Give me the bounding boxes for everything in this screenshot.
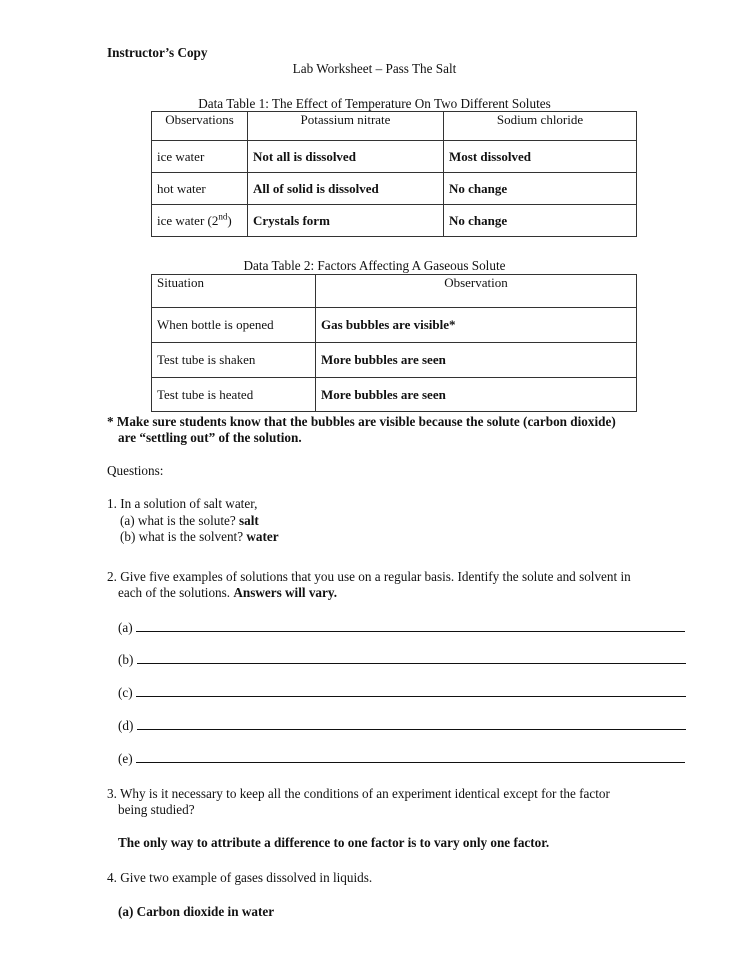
label-superscript: nd [218, 211, 228, 222]
q2-answer: Answers will vary. [233, 585, 338, 600]
q1-b-text: (b) what is the solvent? [120, 529, 244, 544]
answer-blank-row [118, 619, 685, 636]
instructor-copy-label: Instructor’s Copy [107, 45, 208, 60]
blank-label: (b) [118, 652, 134, 667]
table1-label-cell: ice water [152, 141, 248, 173]
table2-observation-cell: More bubbles are seen [316, 343, 637, 378]
table2-situation-cell: When bottle is opened [152, 308, 316, 343]
q2-line-1: 2. Give five examples of solutions that you use on a regular basis. Identify the solute and solvent in [107, 569, 631, 584]
table1-header-row [152, 112, 637, 141]
table-row [152, 343, 637, 378]
q2-line-2 [118, 585, 337, 601]
answer-blank-line[interactable] [136, 750, 685, 763]
q1-b-answer: water [246, 529, 279, 544]
q3-line-2: being studied? [118, 802, 195, 817]
table1-nacl-cell: No change [444, 205, 637, 237]
label-text: ice water (2 [157, 212, 219, 228]
table1-nacl-cell: No change [444, 173, 637, 205]
table2-observation-cell: More bubbles are seen [316, 378, 637, 412]
q1-a-text: (a) what is the solute? [120, 513, 236, 528]
table2-header-cell: Observation [316, 275, 637, 308]
answer-blank-line[interactable] [136, 619, 685, 632]
table1-nacl-cell: Most dissolved [444, 141, 637, 173]
worksheet-title: Lab Worksheet – Pass The Salt [292, 61, 457, 76]
answer-blank-line[interactable] [136, 684, 686, 697]
table2-observation-cell: Gas bubbles are visible* [316, 308, 637, 343]
blank-label: (c) [118, 685, 133, 700]
table-row [152, 141, 637, 173]
data-table-2 [151, 274, 637, 412]
note-line-1: * Make sure students know that the bubbles are visible because the solute (carbon dioxide) [107, 414, 616, 429]
table2-caption: Data Table 2: Factors Affecting A Gaseous Solute [243, 258, 506, 273]
table2-header-cell: Situation [152, 275, 316, 308]
blank-label: (d) [118, 718, 134, 733]
table1-label-cell: hot water [152, 173, 248, 205]
q1-part-a [120, 513, 259, 529]
table2-situation-cell: Test tube is heated [152, 378, 316, 412]
table-row [152, 173, 637, 205]
questions-heading: Questions: [107, 463, 164, 478]
data-table-1 [151, 111, 637, 237]
label-text: ) [227, 212, 232, 228]
answer-blank-row [118, 750, 685, 767]
q3-answer: The only way to attribute a difference to one factor is to vary only one factor. [118, 835, 550, 850]
answer-blank-row [118, 717, 686, 734]
table1-label-cell [152, 205, 248, 237]
q4-answer-a: (a) Carbon dioxide in water [118, 904, 275, 919]
blank-label: (e) [118, 751, 133, 766]
blank-label: (a) [118, 620, 133, 635]
table1-kno3-cell: All of solid is dissolved [248, 173, 444, 205]
table2-header-row [152, 275, 637, 308]
answer-blank-line[interactable] [137, 717, 686, 730]
q1-text: 1. In a solution of salt water, [107, 496, 258, 511]
answer-blank-row [118, 684, 686, 701]
q2-line-2-text: each of the solutions. [118, 585, 231, 600]
q1-a-answer: salt [239, 513, 259, 528]
table1-kno3-cell: Not all is dissolved [248, 141, 444, 173]
table1-caption: Data Table 1: The Effect of Temperature On Two Different Solutes [198, 96, 551, 111]
table1-kno3-cell: Crystals form [248, 205, 444, 237]
answer-blank-row [118, 651, 686, 668]
table-row [152, 205, 637, 237]
table1-header-cell: Potassium nitrate [248, 112, 444, 141]
q3-line-1: 3. Why is it necessary to keep all the conditions of an experiment identical except for the factor [107, 786, 610, 801]
table1-header-cell: Observations [152, 112, 248, 141]
answer-blank-line[interactable] [137, 651, 686, 664]
note-line-2: are “settling out” of the solution. [118, 430, 302, 445]
table-row [152, 378, 637, 412]
q4-text: 4. Give two example of gases dissolved in liquids. [107, 870, 373, 885]
table-row [152, 308, 637, 343]
table1-header-cell: Sodium chloride [444, 112, 637, 141]
table2-situation-cell: Test tube is shaken [152, 343, 316, 378]
q1-part-b [120, 529, 279, 545]
